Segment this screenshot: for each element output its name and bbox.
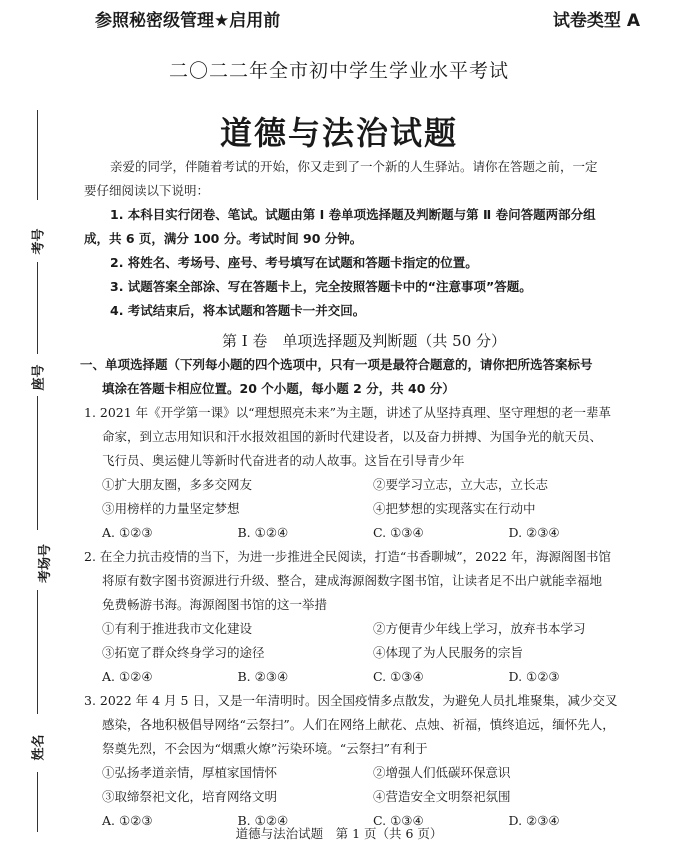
statement: ①弘扬孝道亲情，厚植家国情怀: [102, 765, 278, 780]
binding-line: [37, 590, 39, 714]
statement: ④体现了为人民服务的宗旨: [373, 645, 524, 660]
binding-label-seat-number: 座号: [31, 364, 47, 391]
question-stem: 免费畅游书海。海源阁图书馆的这一举措: [102, 597, 328, 612]
question-stem: 飞行员、奥运健儿等新时代奋进者的动人故事。这旨在引导青少年: [102, 453, 465, 468]
question-stem: 1. 2021 年《开学第一课》以“理想照亮未来”为主题，讲述了从坚持真理、坚守理想的老一辈革: [84, 405, 611, 420]
statement: ④营造安全文明祭祀氛围: [373, 789, 511, 804]
choice-d: D. ②③④: [508, 813, 560, 828]
question-stem: 2. 在全力抗击疫情的当下，为进一步推进全民阅读，打造“书香聊城”，2022 年，海源阁图书馆: [84, 549, 611, 564]
statement: ②要学习立志，立大志，立长志: [373, 477, 549, 492]
question-stem: 将原有数字图书资源进行升级、整合，建成海源阁数字图书馆，让读者足不出户就能幸福地: [102, 573, 603, 588]
intro-line: 亲爱的同学，伴随着考试的开始，你又走到了一个新的人生驿站。请你在答题之前，一定: [110, 159, 598, 174]
section-title: 第 Ⅰ 卷 单项选择题及判断题（共 50 分）: [221, 332, 507, 350]
binding-line: [37, 262, 39, 354]
question-2: [84, 545, 644, 689]
statement: ③用榜样的力量坚定梦想: [102, 501, 240, 516]
choice-a: A. ①②③: [102, 525, 153, 540]
choice-d: D. ①②③: [508, 669, 560, 684]
choice-c: C. ①③④: [373, 669, 424, 684]
choice-d: D. ②③④: [508, 525, 560, 540]
choice-b: B. ①②④: [237, 813, 289, 828]
choice-c: C. ①③④: [373, 813, 424, 828]
binding-label-room-number: 考场号: [38, 543, 54, 584]
confidential-label: 参照秘密级管理★启用前: [95, 11, 281, 31]
statement: ③取缔祭祀文化，培育网络文明: [102, 789, 278, 804]
statement: ①有利于推进我市文化建设: [102, 621, 253, 636]
instruction-line: 4. 考试结束后，将本试题和答题卡一并交回。: [110, 303, 366, 318]
subject-title: 道德与法治试题: [219, 114, 458, 152]
paper-type-label: 试卷类型 A: [552, 11, 640, 31]
instruction-line: 2. 将姓名、考场号、座号、考号填写在试题和答题卡指定的位置。: [110, 255, 478, 270]
binding-line: [37, 110, 39, 200]
instruction-line: 1. 本科目实行闭卷、笔试。试题由第 Ⅰ 卷单项选择题及判断题与第 Ⅱ 卷问答题两部分组: [110, 207, 596, 222]
question-stem: 祭奠先烈，不会因为“烟熏火燎”污染环境。“云祭扫”有利于: [102, 741, 428, 756]
choice-a: A. ①②③: [102, 813, 153, 828]
question-3: [84, 689, 644, 833]
instruction-line: 3. 试题答案全部涂、写在答题卡上，完全按照答题卡中的“注意事项”答题。: [110, 279, 532, 294]
question-1: [84, 401, 644, 545]
question-stem: 3. 2022 年 4 月 5 日，又是一年清明时。因全国疫情多点散发，为避免人员扎堆聚集，减少交叉: [84, 693, 618, 708]
statement: ①扩大朋友圈，多多交网友: [102, 477, 253, 492]
part-heading: 填涂在答题卡相应位置。20 个小题，每小题 2 分，共 40 分）: [102, 381, 455, 396]
question-stem: 感染，各地积极倡导网络“云祭扫”。人们在网络上献花、点烛、祈福，慎终追远，缅怀先人，: [102, 717, 615, 732]
binding-label-name: 姓名: [31, 734, 47, 761]
question-stem: 命家，到立志用知识和汗水报效祖国的新时代建设者，以及奋力拼搏、为国争光的航天员、: [102, 429, 603, 444]
choice-a: A. ①②④: [102, 669, 153, 684]
statement: ②方便青少年线上学习，放弃书本学习: [373, 621, 586, 636]
exam-body: [80, 155, 644, 833]
page-footer: 道德与法治试题 第 1 页（共 6 页）: [235, 826, 443, 841]
statement: ③拓宽了群众终身学习的途径: [102, 645, 265, 660]
intro-line: 要仔细阅读以下说明：: [84, 183, 210, 198]
exam-title: 二〇二二年全市初中学生学业水平考试: [168, 60, 509, 82]
choice-b: B. ②③④: [237, 669, 289, 684]
binding-label-exam-number: 考号: [31, 228, 47, 255]
statement: ④把梦想的实现落实在行动中: [373, 501, 536, 516]
statement: ②增强人们低碳环保意识: [373, 765, 511, 780]
choice-b: B. ①②④: [237, 525, 289, 540]
choice-c: C. ①③④: [373, 525, 424, 540]
instruction-line: 成，共 6 页，满分 100 分。考试时间 90 分钟。: [84, 231, 363, 246]
part-heading: 一、单项选择题（下列每小题的四个选项中，只有一项是最符合题意的，请你把所选答案标号: [80, 357, 593, 372]
binding-line: [37, 396, 39, 530]
binding-line: [37, 772, 39, 832]
